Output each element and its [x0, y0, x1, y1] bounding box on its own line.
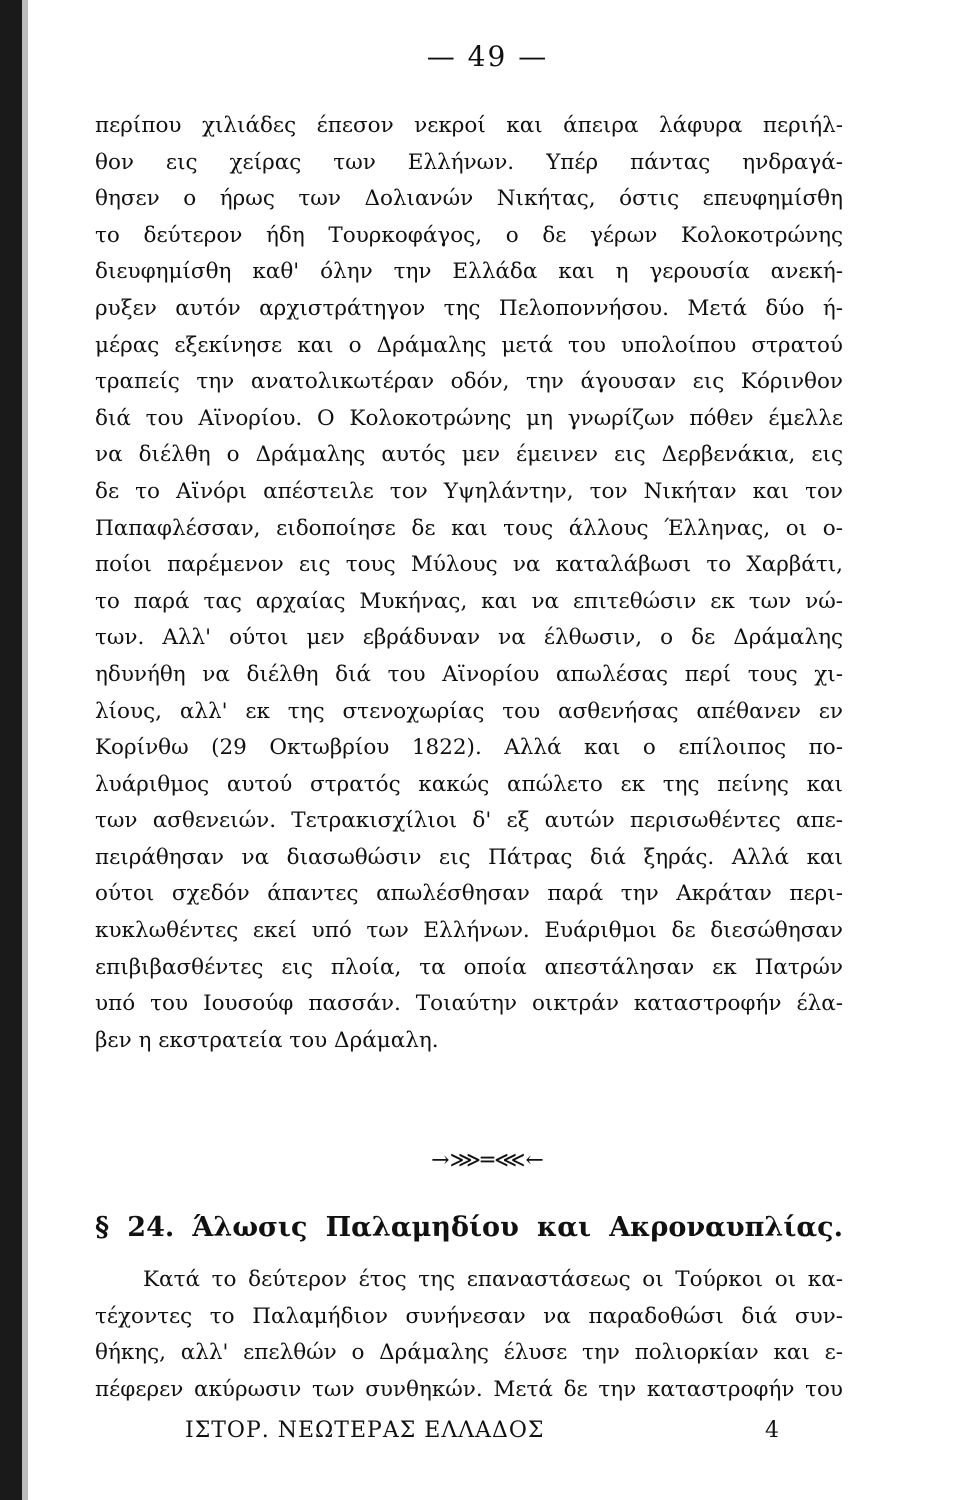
footer-signature: 4: [765, 1418, 780, 1443]
text-line: ρυξεν αυτόν αρχιστράτηγον της Πελοποννήσου. Μετά δύο ή-: [95, 295, 843, 321]
section-text: [95, 1262, 843, 1408]
text-line: θησεν ο ήρως των Δολιανών Νικήτας, όστις επευφημίσθη: [95, 186, 843, 212]
text-line: τραπείς την ανατολικωτέραν οδόν, την άγουσαν εις Κόρινθον: [95, 369, 843, 395]
section-line: πέφερεν ακύρωσιν των συνθηκών. Μετά δε την καταστροφήν του: [95, 1376, 843, 1402]
section-divider-ornament: [0, 1148, 975, 1173]
section-line: θήκης, αλλ' επελθών ο Δράμαλης έλυσε την πολιορκίαν και ε-: [95, 1340, 843, 1366]
text-line: διά του Αϊνορίου. Ο Κολοκοτρώνης μη γνωρίζων πόθεν έμελλε: [95, 405, 843, 431]
text-line: θον εις χείρας των Ελλήνων. Υπέρ πάντας ηνδραγά-: [95, 149, 843, 175]
text-line: λυάριθμος αυτού στρατός κακώς απώλετο εκ της πείνης και: [95, 771, 843, 797]
page-number: — 49 —: [426, 40, 549, 73]
section-line: τέχοντες το Παλαμήδιον συνήνεσαν να παραδοθώσι διά συν-: [95, 1303, 843, 1329]
text-line: μέρας εξεκίνησε και ο Δράμαλης μετά του υπολοίπου στρατού: [95, 332, 843, 358]
text-line: Παπαφλέσσαν, ειδοποίησε δε και τους άλλους Έλληνας, οι ο-: [95, 515, 843, 541]
text-line: επιβιβασθέντες εις πλοία, τα οποία απεστάλησαν εκ Πατρών: [95, 954, 843, 980]
text-line: διευφημίσθη καθ' όλην την Ελλάδα και η γερουσία ανεκή-: [95, 259, 843, 285]
footer-title: ΙΣΤΟΡ. ΝΕΩΤΕΡΑΣ ΕΛΛΑΔΟΣ: [185, 1418, 545, 1443]
footer: [185, 1418, 780, 1443]
text-line: Κορίνθω (29 Οκτωβρίου 1822). Αλλά και ο επίλοιπος πο-: [95, 735, 843, 761]
text-line: υπό του Ιουσούφ πασσάν. Τοιαύτην οικτράν καταστροφήν έλα-: [95, 991, 843, 1017]
text-line: πειράθησαν να διασωθώσιν εις Πάτρας διά ξηράς. Αλλά και: [95, 844, 843, 870]
body-text: [95, 108, 843, 1059]
section-heading: § 24. Άλωσις Παλαμηδίου και Ακροναυπλίας.: [95, 1212, 843, 1243]
ornament-glyphs: →⋙═⋘←: [431, 1148, 544, 1173]
page-edge-shade: [22, 0, 28, 1500]
text-line: το παρά τας αρχαίας Μυκήνας, και να επιτεθώσιν εκ των νώ-: [95, 588, 843, 614]
text-line: να διέλθη ο Δράμαλης αυτός μεν έμεινεν εις Δερβενάκια, εις: [95, 442, 843, 468]
page-edge-shadow: [0, 0, 22, 1500]
text-line: λίους, αλλ' εκ της στενοχωρίας του ασθενήσας απέθανεν εν: [95, 698, 843, 724]
text-line: των ασθενειών. Τετρακισχίλιοι δ' εξ αυτών περισωθέντες απε-: [95, 808, 843, 834]
text-line: το δεύτερον ήδη Τουρκοφάγος, ο δε γέρων Κολοκοτρώνης: [95, 222, 843, 248]
text-line: περίπου χιλιάδες έπεσον νεκροί και άπειρα λάφυρα περιήλ-: [95, 113, 843, 138]
text-line: των. Αλλ' ούτοι μεν εβράδυναν να έλθωσιν, ο δε Δράμαλης: [95, 625, 843, 651]
section-line: Κατά το δεύτερον έτος της επαναστάσεως οι Τούρκοι οι κα-: [143, 1267, 843, 1292]
text-line: κυκλωθέντες εκεί υπό των Ελλήνων. Ευάριθμοι δε διεσώθησαν: [95, 918, 843, 944]
text-line: ηδυνήθη να διέλθη διά του Αϊνορίου απωλέσας περί τους χι-: [95, 661, 843, 687]
text-line: ούτοι σχεδόν άπαντες απωλέσθησαν παρά την Ακράταν περι-: [95, 881, 843, 907]
text-line: ποίοι παρέμενον εις τους Μύλους να καταλάβωσι το Χαρβάτι,: [95, 552, 843, 578]
text-line-last: βεν η εκστρατεία του Δράμαλη.: [95, 1027, 439, 1053]
text-line: δε το Αϊνόρι απέστειλε τον Υψηλάντην, τον Νικήταν και τον: [95, 478, 843, 504]
